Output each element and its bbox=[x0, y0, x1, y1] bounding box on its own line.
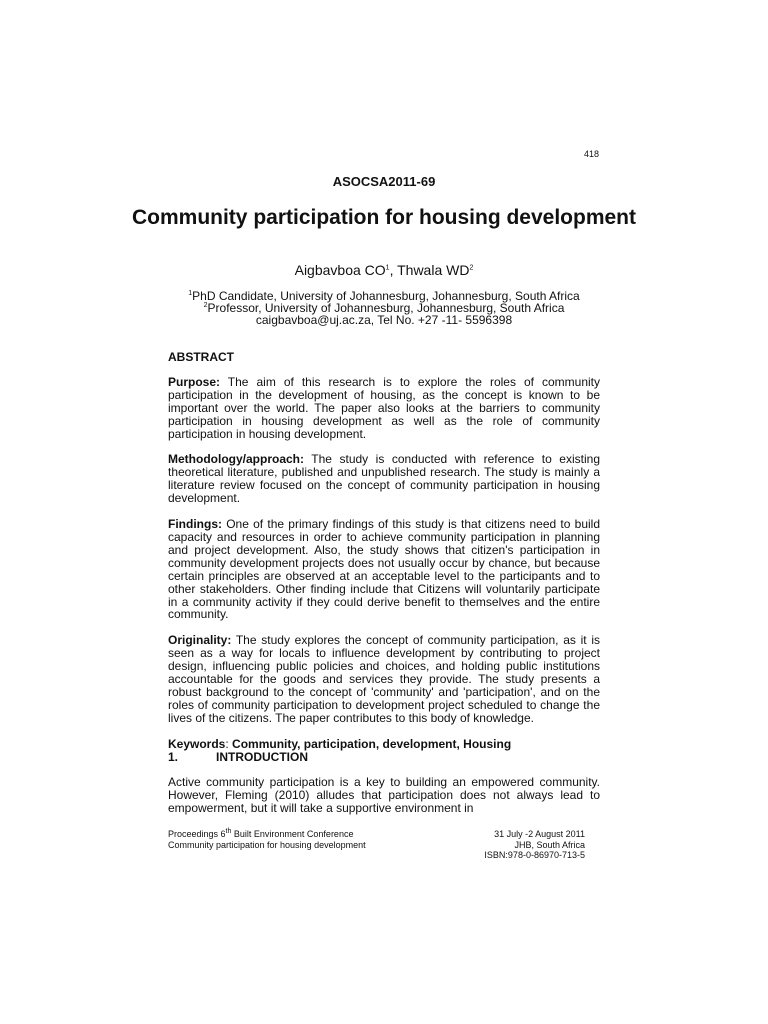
page-number: 418 bbox=[583, 149, 599, 159]
originality-paragraph bbox=[168, 634, 600, 724]
methodology-label: Methodology/approach: bbox=[168, 452, 304, 467]
findings-paragraph bbox=[168, 518, 600, 621]
purpose-paragraph bbox=[168, 376, 600, 441]
paper-code: ASOCSA2011-69 bbox=[332, 174, 436, 189]
methodology-text: The study is conducted with reference to existing theoretical literature, published and unpublished research. The study is mainly a literature review focused on the concept of community participation in housing development. bbox=[168, 452, 600, 506]
footer-right bbox=[484, 829, 585, 861]
keywords-values: Community, participation, development, Housing bbox=[232, 736, 512, 751]
affiliations bbox=[0, 290, 768, 326]
introduction-heading bbox=[168, 751, 600, 764]
affiliation-2-superscript: 2 bbox=[203, 302, 208, 309]
author-1: Aigbavboa CO bbox=[294, 262, 386, 278]
affiliation-2-text: Professor, University of Johannesburg, Johannesburg, South Africa bbox=[207, 301, 565, 315]
keywords-colon: : bbox=[225, 736, 233, 751]
footer-conference-sup: th bbox=[225, 828, 232, 835]
footer-paper-title: Community participation for housing development bbox=[168, 839, 366, 850]
abstract-heading: ABSTRACT bbox=[168, 350, 234, 364]
findings-text: One of the primary findings of this study is that citizens need to build capacity and resources in order to achieve community participation in planning and project development. Also, the study shows that citizen's participation in community development projects does not usually occur by chance, but because certain principles are observed at an acceptable level to the participants and to other stakeholders. Other finding include that Citizens will voluntarily participate in a community activity if they could derive benefit to themselves and the entire community. bbox=[168, 517, 600, 622]
footer-conference-pre: Proceedings 6 bbox=[168, 829, 226, 839]
footer-left bbox=[168, 829, 366, 850]
affiliation-1-superscript: 1 bbox=[188, 290, 193, 297]
authors-line bbox=[0, 262, 768, 278]
introduction-number: 1. bbox=[168, 749, 179, 764]
footer-isbn: ISBN:978-0-86970-713-5 bbox=[484, 850, 585, 860]
footer-conference-post: Built Environment Conference bbox=[231, 829, 354, 839]
affiliation-1-text: PhD Candidate, University of Johannesburg, Johannesburg, South Africa bbox=[192, 289, 580, 303]
purpose-text: The aim of this research is to explore the roles of community participation in the development of housing, as the concept is known to be important over the world. The paper also looks at the barriers to community participation in housing development as well as the role of community participation in housing development. bbox=[168, 374, 600, 441]
abstract-section bbox=[168, 351, 600, 828]
introduction-title: INTRODUCTION bbox=[216, 749, 308, 764]
methodology-paragraph bbox=[168, 453, 600, 505]
paper-title: Community participation for housing development bbox=[131, 206, 637, 229]
introduction-paragraph: Active community participation is a key to building an empowered community. However, Fleming (2010) alludes that participation does not always lead to empowerment, but it will take a supportive environment in bbox=[168, 775, 600, 816]
author-separator: , bbox=[389, 262, 398, 278]
footer-dates: 31 July -2 August 2011 bbox=[494, 829, 585, 839]
keywords-label: Keywords bbox=[168, 736, 226, 751]
contact-line: caigbavboa@uj.ac.za, Tel No. +27 -11- 5596398 bbox=[255, 313, 513, 327]
author-2-superscript: 2 bbox=[469, 264, 474, 272]
author-1-superscript: 1 bbox=[385, 264, 390, 272]
originality-text: The study explores the concept of community participation, as it is seen as a way for locals to influence development by contributing to project design, influencing public policies and choices, and holding public institutions accountable for the goods and services they provide. The study presents a robust background to the concept of 'community' and 'participation', and on the roles of community participation to development project scheduled to change the lives of the citizens. The paper contributes to this body of knowledge. bbox=[168, 633, 600, 725]
author-2: Thwala WD bbox=[397, 262, 470, 278]
findings-label: Findings: bbox=[168, 517, 222, 532]
originality-label: Originality: bbox=[168, 633, 232, 648]
purpose-label: Purpose: bbox=[168, 374, 221, 389]
footer-location: JHB, South Africa bbox=[514, 839, 585, 850]
footer-conference-line bbox=[168, 829, 366, 840]
